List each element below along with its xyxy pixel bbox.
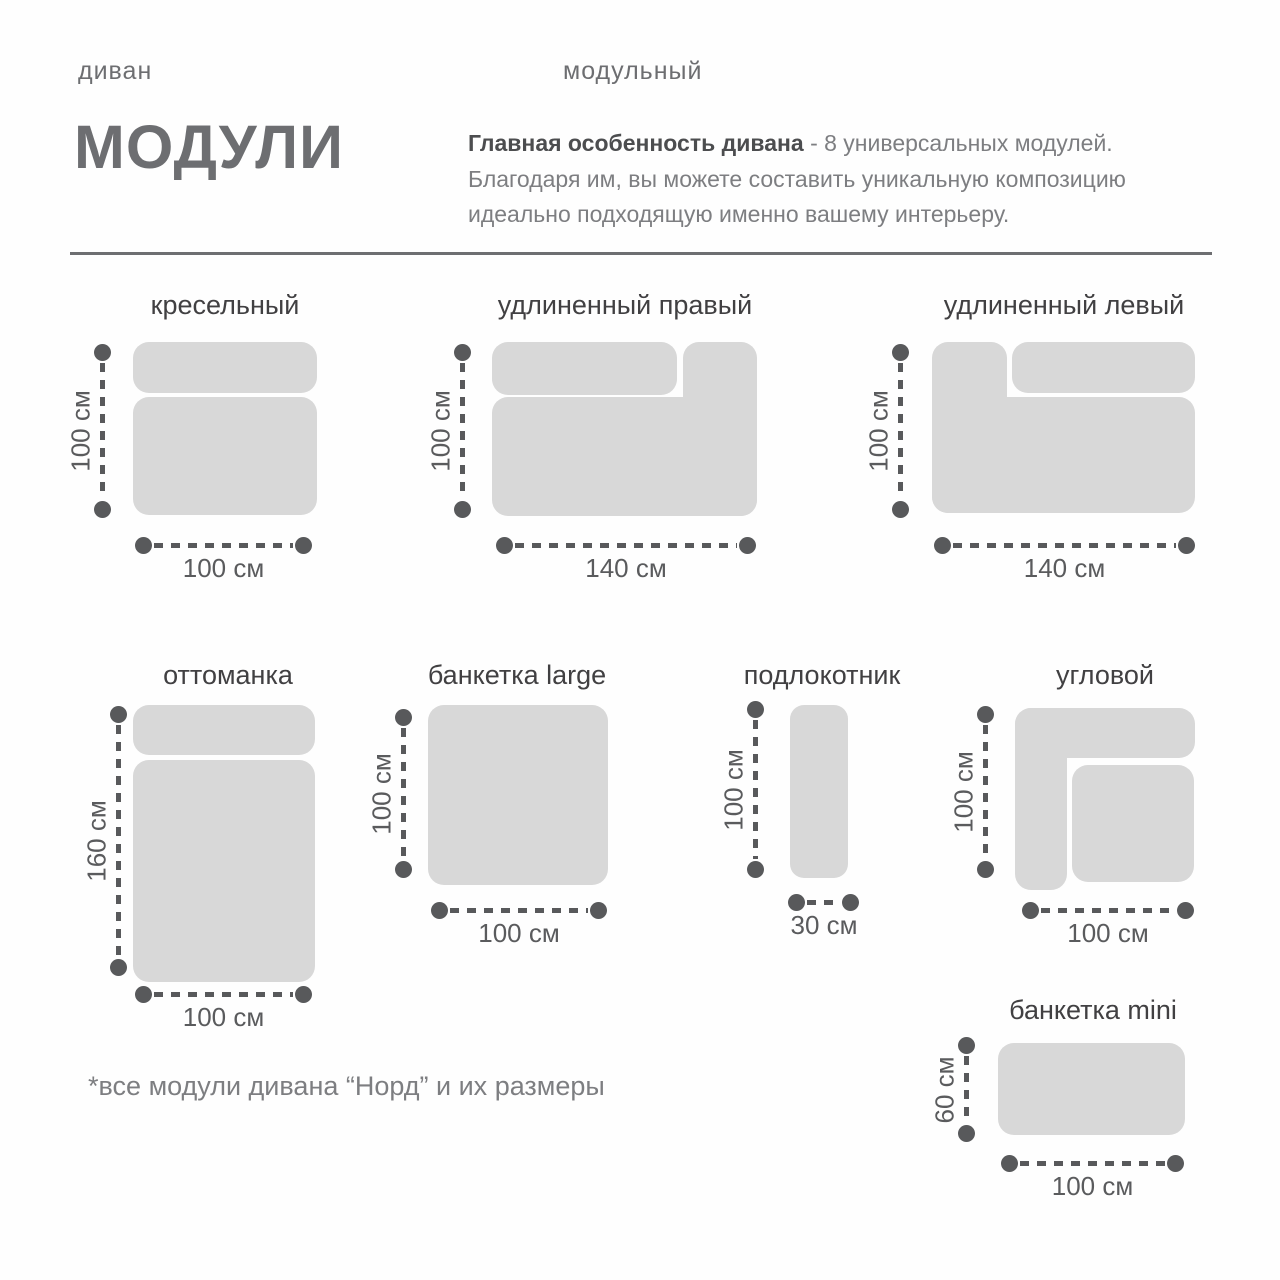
width-label: 100 см <box>478 918 560 948</box>
height-label: 100 см <box>948 751 979 833</box>
dashed-line <box>964 1056 969 1123</box>
module-title: удлиненный левый <box>943 290 1185 320</box>
module-title: оттоманка <box>163 660 293 690</box>
width-label: 140 см <box>1023 553 1106 583</box>
dim-dot <box>842 894 859 911</box>
dim-dot <box>747 701 764 718</box>
height-dimension <box>81 706 127 976</box>
height-dimension <box>718 701 764 878</box>
height-dimension <box>65 344 111 518</box>
description-paragraph <box>468 126 1230 233</box>
seat-shape <box>428 705 608 885</box>
dashed-line <box>1041 908 1175 913</box>
dim-dot <box>747 861 764 878</box>
dashed-line <box>807 900 840 905</box>
seat-shape <box>133 397 317 515</box>
dim-dot <box>454 501 471 518</box>
height-dimension <box>948 706 994 878</box>
width-dimension <box>788 894 859 911</box>
width-label: 100 см <box>1067 918 1149 948</box>
backrest-shape <box>492 342 677 395</box>
dim-dot <box>892 344 909 361</box>
dim-dot <box>739 537 756 554</box>
seat-shape <box>133 760 315 982</box>
width-label: 100 см <box>182 553 265 583</box>
footnote: *все модули дивана “Норд” и их размеры <box>88 1071 605 1101</box>
seat-extension-shape <box>683 342 757 516</box>
width-dimension <box>1001 1155 1184 1172</box>
dim-dot <box>977 861 994 878</box>
dim-dot <box>892 501 909 518</box>
dashed-line <box>116 725 121 957</box>
dim-dot <box>431 902 448 919</box>
type-label: модульный <box>563 57 703 85</box>
dim-dot <box>1022 902 1039 919</box>
dim-dot <box>1178 537 1195 554</box>
width-label: 30 см <box>790 910 858 940</box>
dashed-line <box>898 363 903 499</box>
dashed-line <box>100 363 105 499</box>
category-label: диван <box>78 57 153 85</box>
height-label: 100 см <box>425 390 456 472</box>
dim-dot <box>454 344 471 361</box>
dim-dot <box>958 1125 975 1142</box>
module-title: банкетка mini <box>1009 995 1177 1025</box>
seat-extension-shape <box>932 342 1007 513</box>
height-dimension <box>425 344 471 518</box>
dim-dot <box>295 986 312 1003</box>
dim-dot <box>110 706 127 723</box>
dashed-line <box>953 543 1176 548</box>
height-dimension <box>863 344 909 518</box>
dashed-line <box>154 543 293 548</box>
width-dimension <box>431 902 607 919</box>
dim-dot <box>395 861 412 878</box>
width-label: 140 см <box>585 553 667 583</box>
backrest-side-shape <box>1015 708 1067 890</box>
module-title: кресельный <box>150 290 300 320</box>
armrest-shape <box>790 705 848 878</box>
description-bold: Главная особенность дивана <box>468 130 804 156</box>
width-dimension <box>934 537 1195 554</box>
height-label: 60 см <box>929 1055 960 1124</box>
backrest-shape <box>1012 342 1195 393</box>
dim-dot <box>977 706 994 723</box>
backrest-shape <box>133 705 315 755</box>
dim-dot <box>110 959 127 976</box>
description-rest: - 8 универсальных модулей. Благодаря им, вы можете составить уникальную композицию идеально подходящую именно вашему интерьеру. <box>468 130 1126 227</box>
dashed-line <box>154 992 293 997</box>
dim-dot <box>135 986 152 1003</box>
dim-dot <box>135 537 152 554</box>
dim-dot <box>934 537 951 554</box>
module-title: угловой <box>1056 660 1154 690</box>
dim-dot <box>1177 902 1194 919</box>
dim-dot <box>395 709 412 726</box>
width-label: 100 см <box>1051 1171 1134 1201</box>
height-label: 160 см <box>81 800 112 882</box>
dim-dot <box>590 902 607 919</box>
dim-dot <box>94 344 111 361</box>
module-title: удлиненный правый <box>497 290 753 320</box>
dashed-line <box>983 725 988 859</box>
dim-dot <box>1001 1155 1018 1172</box>
dim-dot <box>496 537 513 554</box>
height-dimension <box>929 1037 975 1142</box>
dashed-line <box>515 543 737 548</box>
divider-line <box>70 252 1212 255</box>
height-dimension <box>366 709 412 878</box>
dim-dot <box>788 894 805 911</box>
height-label: 100 см <box>366 752 397 835</box>
width-dimension <box>135 986 312 1003</box>
dashed-line <box>1020 1161 1165 1166</box>
dashed-line <box>401 728 406 859</box>
backrest-shape <box>133 342 317 393</box>
dashed-line <box>753 720 758 859</box>
width-dimension <box>1022 902 1194 919</box>
module-title: банкетка large <box>427 660 607 690</box>
height-label: 100 см <box>718 748 749 831</box>
width-dimension <box>496 537 756 554</box>
dim-dot <box>958 1037 975 1054</box>
width-dimension <box>135 537 312 554</box>
dim-dot <box>94 501 111 518</box>
dashed-line <box>460 363 465 499</box>
seat-shape <box>998 1043 1185 1135</box>
dashed-line <box>450 908 588 913</box>
dim-dot <box>1167 1155 1184 1172</box>
page-title: МОДУЛИ <box>74 113 344 181</box>
width-label: 100 см <box>182 1002 265 1032</box>
height-label: 100 см <box>65 390 96 472</box>
module-title: подлокотник <box>743 660 901 690</box>
height-label: 100 см <box>863 390 894 472</box>
seat-shape <box>1072 765 1194 882</box>
dim-dot <box>295 537 312 554</box>
